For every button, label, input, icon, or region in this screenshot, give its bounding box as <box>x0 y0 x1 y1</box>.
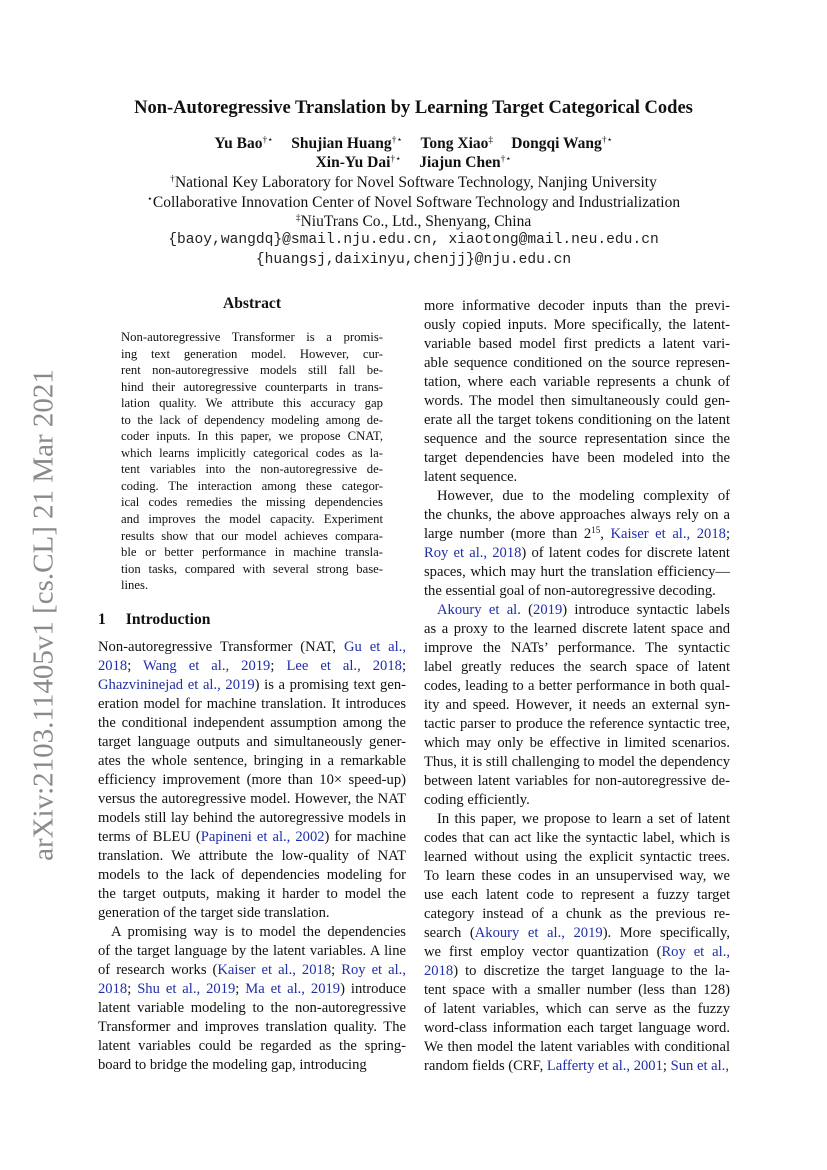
text-line <box>121 362 383 379</box>
author-name-text: Shujian Huang <box>291 135 392 152</box>
text-line <box>121 494 383 511</box>
text-segment: Non-autoregressive Transformer is a promis- <box>121 330 383 344</box>
text-line <box>98 961 406 980</box>
text-line <box>424 791 730 810</box>
text-line <box>424 848 730 867</box>
citation-link[interactable]: Roy et al., 2018 <box>424 545 522 561</box>
text-line <box>424 525 730 544</box>
left-column-text <box>98 638 406 1075</box>
text-segment: spaces, which may hurt the translation efficiency— <box>424 564 730 580</box>
text-line <box>424 297 730 316</box>
author-affiliation-mark: †⋆ <box>262 134 274 146</box>
author-name-text: Tong Xiao <box>420 135 489 152</box>
text-segment: versus the autoregressive model. However, the NAT <box>98 791 406 807</box>
text-line <box>121 461 383 478</box>
abstract-heading: Abstract <box>222 295 282 312</box>
section-number: 1 <box>98 611 106 628</box>
text-line <box>424 563 730 582</box>
citation-link[interactable]: Papineni et al., 2002 <box>200 829 325 845</box>
text-segment: codes that can act like the syntactic label, which is <box>424 830 730 846</box>
text-segment: codes, leading to a better performance in both qual- <box>424 678 730 694</box>
text-line <box>424 829 730 848</box>
text-segment: ical codes remedies the missing dependencies <box>121 495 383 510</box>
text-segment: board to bridge the modeling gap, introducing <box>98 1057 367 1073</box>
citation-link[interactable]: Lee et al., 2018 <box>286 658 402 674</box>
text-segment: hind their autoregressive counterparts in trans- <box>121 379 383 394</box>
text-line <box>424 677 730 696</box>
author-name <box>420 135 493 152</box>
citation-link[interactable]: 2018 <box>424 963 454 979</box>
text-segment: We then model the latent variables with conditional <box>424 1039 730 1055</box>
text-segment: ). More specifically, <box>602 925 730 941</box>
text-segment: sequence and the source representation since the <box>424 431 730 447</box>
text-line <box>98 828 406 847</box>
text-line <box>424 411 730 430</box>
author-affiliation-mark: †⋆ <box>500 153 512 165</box>
author-name <box>419 154 511 171</box>
citation-link[interactable]: Ma et al., 2019 <box>245 981 341 997</box>
text-line <box>121 379 383 396</box>
authors-row-1 <box>0 134 827 153</box>
text-segment: ; <box>725 526 730 542</box>
text-segment: tactic parser to produce the reference syntactic tree, <box>424 716 730 732</box>
text-segment: ; <box>235 981 246 997</box>
text-line <box>424 392 730 411</box>
text-line <box>424 582 730 601</box>
text-line <box>98 771 406 790</box>
text-segment: models to the lack of dependencies modeling for <box>98 867 406 883</box>
email-line: {huangsj,daixinyu,chenjj}@nju.edu.cn <box>255 251 572 268</box>
text-segment: ) introduce <box>340 981 407 997</box>
text-segment: ) is a promising text gen- <box>254 677 406 693</box>
text-segment: the conditional independent assumption among the <box>98 715 406 731</box>
text-line <box>98 657 406 676</box>
citation-link[interactable]: 2018 <box>98 658 128 674</box>
text-line <box>424 772 730 791</box>
text-line <box>98 923 406 942</box>
text-line <box>98 1037 406 1056</box>
text-line <box>424 658 730 677</box>
text-line <box>98 885 406 904</box>
text-line <box>424 544 730 563</box>
text-segment: results show that our model achieves compara- <box>121 528 383 543</box>
text-segment: improve the NATs’ performance. The syntactic <box>424 640 730 656</box>
author-affiliation-mark: †⋆ <box>391 134 403 146</box>
text-line <box>98 733 406 752</box>
text-line <box>98 904 406 923</box>
right-column-text <box>424 297 730 1076</box>
text-line <box>98 942 406 961</box>
text-line <box>424 1000 730 1019</box>
text-segment: tion tasks, compared with several strong base- <box>121 561 383 576</box>
text-segment: target language outputs and simultaneously gener- <box>98 734 406 750</box>
text-segment: lation quality. We attribute this accuracy gap <box>121 396 383 411</box>
email-line: {baoy,wangdq}@smail.nju.edu.cn, xiaotong@mail.neu.edu.cn <box>168 232 659 248</box>
text-segment: coding efficiently. <box>424 792 530 808</box>
text-segment: ; <box>331 962 342 978</box>
text-segment: label greatly reduces the search space of latent <box>424 659 730 675</box>
text-segment: models still lay behind the autoregressive models in <box>98 810 406 826</box>
text-segment: coding. The interaction among these categor- <box>121 478 383 493</box>
paper-title: Non-Autoregressive Translation by Learning Target Categorical Codes <box>134 98 693 118</box>
text-segment: Transformer and improves translation quality. The <box>98 1019 406 1035</box>
text-line <box>98 866 406 885</box>
text-segment: ) to discretize the target language to the la- <box>453 963 730 979</box>
text-line <box>424 1038 730 1057</box>
text-line <box>424 316 730 335</box>
text-segment: ously copied inputs. More specifically, the latent- <box>424 317 730 333</box>
text-line <box>424 1019 730 1038</box>
text-segment: the chunks, the above approaches always rely on a <box>424 507 730 523</box>
text-segment: tation, where each variable represents a chunk of <box>424 374 730 390</box>
text-segment: of research works ( <box>98 962 218 978</box>
text-line <box>98 980 406 999</box>
text-line <box>424 468 730 487</box>
text-line <box>98 1056 406 1075</box>
text-line <box>424 335 730 354</box>
citation-link[interactable]: Ghazvininejad et al., 2019 <box>98 677 255 693</box>
text-segment: ity and speed. However, it needs an external syn- <box>424 697 730 713</box>
text-segment: and improves the model capacity. Experiment <box>121 512 383 527</box>
text-line <box>424 506 730 525</box>
text-segment: latent variable modeling to the non-autoregressive <box>98 1000 406 1016</box>
text-line <box>424 430 730 449</box>
text-segment: ) of latent codes for discrete latent <box>521 545 730 561</box>
text-line <box>121 561 383 578</box>
text-segment: In this paper, we propose to learn a set of latent <box>437 811 730 827</box>
text-segment: efficiency improvement (more than 10× speed-up) <box>98 772 406 788</box>
author-name <box>511 135 612 152</box>
text-segment: which learns implicitly categorical codes as la- <box>121 445 383 460</box>
text-line <box>98 676 406 695</box>
author-name-text: Yu Bao <box>214 135 263 152</box>
text-segment: ) introduce syntactic labels <box>562 602 730 618</box>
author-affiliation-mark: ‡ <box>488 134 494 146</box>
text-segment: ; <box>401 658 407 674</box>
text-line <box>424 639 730 658</box>
section-title: Introduction <box>125 611 211 628</box>
author-name-text: Jiajun Chen <box>419 154 501 171</box>
text-segment: variable based model first predicts a latent vari- <box>424 336 730 352</box>
text-line <box>121 577 383 594</box>
text-line <box>98 638 406 657</box>
text-line <box>121 346 383 363</box>
affiliation-text: National Key Laboratory for Novel Software Technology, Nanjing University <box>174 174 657 191</box>
text-segment: translation. We attribute the low-quality of NAT <box>98 848 406 864</box>
text-line <box>121 478 383 495</box>
text-segment: lines. <box>121 578 149 593</box>
citation-link[interactable]: Gu et al., <box>343 639 406 655</box>
author-name <box>214 135 273 152</box>
text-line <box>121 511 383 528</box>
superscript: 15 <box>591 525 601 536</box>
text-line <box>424 449 730 468</box>
text-line <box>424 620 730 639</box>
text-line <box>98 847 406 866</box>
affiliations <box>0 173 827 232</box>
text-segment: ; <box>270 658 287 674</box>
text-segment: ing text generation model. However, cur- <box>121 346 383 361</box>
abstract-body <box>121 329 383 594</box>
text-line <box>424 943 730 962</box>
author-name-text: Dongqi Wang <box>511 135 602 152</box>
author-name <box>291 135 402 152</box>
text-line <box>98 752 406 771</box>
author-name-text: Xin-Yu Dai <box>315 154 391 171</box>
text-segment: Thus, it is still challenging to model the dependency <box>424 754 730 770</box>
text-segment: of the target language by the latent variables. A line <box>98 943 406 959</box>
text-segment: which may only be effective in limited scenarios. <box>424 735 730 751</box>
text-segment: search ( <box>424 925 475 941</box>
text-line <box>424 753 730 772</box>
text-segment: learned without using the explicit syntactic trees. <box>424 849 730 865</box>
text-line <box>424 886 730 905</box>
citation-link[interactable]: Kaiser et al., 2018 <box>610 526 726 542</box>
text-line <box>424 601 730 620</box>
text-segment: random fields (CRF, <box>424 1058 547 1074</box>
author-affiliation-mark: †⋆ <box>601 134 613 146</box>
text-segment: eration model for machine translation. It introduces <box>98 696 406 712</box>
text-line <box>98 999 406 1018</box>
text-line <box>424 354 730 373</box>
text-segment: the target outputs, making it harder to model the <box>98 886 406 902</box>
affiliation-text: Collaborative Innovation Center of Novel Software Technology and Industrialization <box>152 193 681 211</box>
text-segment: target dependencies have been modeled into the <box>424 450 730 466</box>
section-heading-introduction <box>98 611 210 629</box>
emails <box>0 231 827 270</box>
text-segment: ; <box>127 981 138 997</box>
text-segment: as a proxy to the learned discrete latent space and <box>424 621 730 637</box>
text-segment: erate all the target tokens conditioning on the latent <box>424 412 730 428</box>
text-segment: to the lack of dependency modeling among de- <box>121 412 383 427</box>
affiliation-text: NiuTrans Co., Ltd., Shenyang, China <box>300 213 532 230</box>
text-segment: ; <box>662 1058 671 1074</box>
citation-link[interactable]: Akoury et al., 2019 <box>474 925 603 941</box>
text-segment: we first employ vector quantization ( <box>424 944 662 960</box>
text-segment: words. The model then simultaneously could gen- <box>424 393 730 409</box>
text-line <box>424 867 730 886</box>
text-segment: To learn these codes in an unsupervised way, we <box>424 868 730 884</box>
text-segment: ; <box>127 658 144 674</box>
text-line <box>424 962 730 981</box>
text-segment: ) for machine <box>324 829 406 845</box>
affiliation-mark: ⋆ <box>146 193 153 205</box>
citation-link[interactable]: 2019 <box>533 602 563 618</box>
text-segment: word-class information each target language word. <box>424 1020 730 1036</box>
text-line <box>424 373 730 392</box>
text-segment: terms of BLEU ( <box>98 829 201 845</box>
text-segment: more informative decoder inputs than the previ- <box>424 298 730 314</box>
text-line <box>424 1057 730 1076</box>
citation-link[interactable]: Lafferty et al., 2001 <box>546 1058 663 1074</box>
affiliation-mark: † <box>170 173 175 185</box>
text-segment: latent variables could be regarded as the spring- <box>98 1038 406 1054</box>
text-segment: A promising way is to model the dependencies <box>111 924 406 940</box>
arxiv-identifier: arXiv:2103.11405v1 [cs.CL] 21 Mar 2021 <box>27 369 60 861</box>
text-line <box>424 905 730 924</box>
text-segment: Non-autoregressive Transformer (NAT, <box>98 639 344 655</box>
affiliation-mark: ‡ <box>295 212 301 224</box>
text-segment: rent non-autoregressive models still fall be- <box>121 363 383 378</box>
text-segment: generation of the target side translation. <box>98 905 330 921</box>
text-line <box>98 809 406 828</box>
text-segment: , <box>600 526 611 542</box>
text-segment: ble or better performance in machine transla- <box>121 545 383 560</box>
author-affiliation-mark: †⋆ <box>390 153 402 165</box>
text-segment: ( <box>520 602 534 618</box>
text-segment: the essential goal of non-autoregressive decoding. <box>424 583 716 599</box>
affiliation <box>0 173 827 193</box>
text-segment: tent variables into the non-autoregressive de- <box>121 462 383 477</box>
citation-link[interactable]: Roy et al., <box>341 962 406 978</box>
text-line <box>424 810 730 829</box>
text-segment: latent sequence. <box>424 469 518 485</box>
text-segment: of latent variables, which can serve as the fuzzy <box>424 1001 730 1017</box>
citation-link[interactable]: Akoury et al. <box>437 602 521 618</box>
text-line <box>98 1018 406 1037</box>
text-line <box>424 715 730 734</box>
citation-link[interactable]: Kaiser et al., 2018 <box>217 962 332 978</box>
citation-link[interactable]: Shu et al., 2019 <box>137 981 236 997</box>
text-segment: category instead of a chunk as the previous re- <box>424 906 730 922</box>
text-line <box>121 445 383 462</box>
text-segment: use each latent code to represent a fuzzy target <box>424 887 730 903</box>
text-line <box>121 544 383 561</box>
text-line <box>121 428 383 445</box>
text-segment: ates the whole sentence, bringing in a remarkable <box>98 753 406 769</box>
text-segment: However, due to the modeling complexity of <box>437 488 730 504</box>
text-line <box>424 487 730 506</box>
text-line <box>424 924 730 943</box>
text-line <box>424 734 730 753</box>
text-segment: between latent variables for non-autoregressive de- <box>424 773 730 789</box>
text-line <box>98 790 406 809</box>
text-segment: tent space with a smaller number (less than 128) <box>424 982 730 998</box>
author-name <box>316 154 402 171</box>
text-line <box>121 395 383 412</box>
text-segment: coder inputs. In this paper, we propose CNAT, <box>121 429 383 444</box>
text-segment: able sequence conditioned on the source represen- <box>424 355 730 371</box>
citation-link[interactable]: Roy et al., <box>661 944 730 960</box>
text-line <box>424 696 730 715</box>
citation-link[interactable]: Wang et al., 2019 <box>143 658 271 674</box>
citation-link[interactable]: 2018 <box>98 981 128 997</box>
authors-row-2 <box>0 153 827 172</box>
affiliation <box>0 212 827 232</box>
text-line <box>121 528 383 545</box>
text-line <box>121 412 383 429</box>
text-line <box>121 329 383 346</box>
text-line <box>98 695 406 714</box>
text-line <box>424 981 730 1000</box>
affiliation <box>0 193 827 213</box>
citation-link[interactable]: Sun et al., <box>670 1058 729 1074</box>
text-line <box>98 714 406 733</box>
text-segment: large number (more than 2 <box>424 526 592 542</box>
